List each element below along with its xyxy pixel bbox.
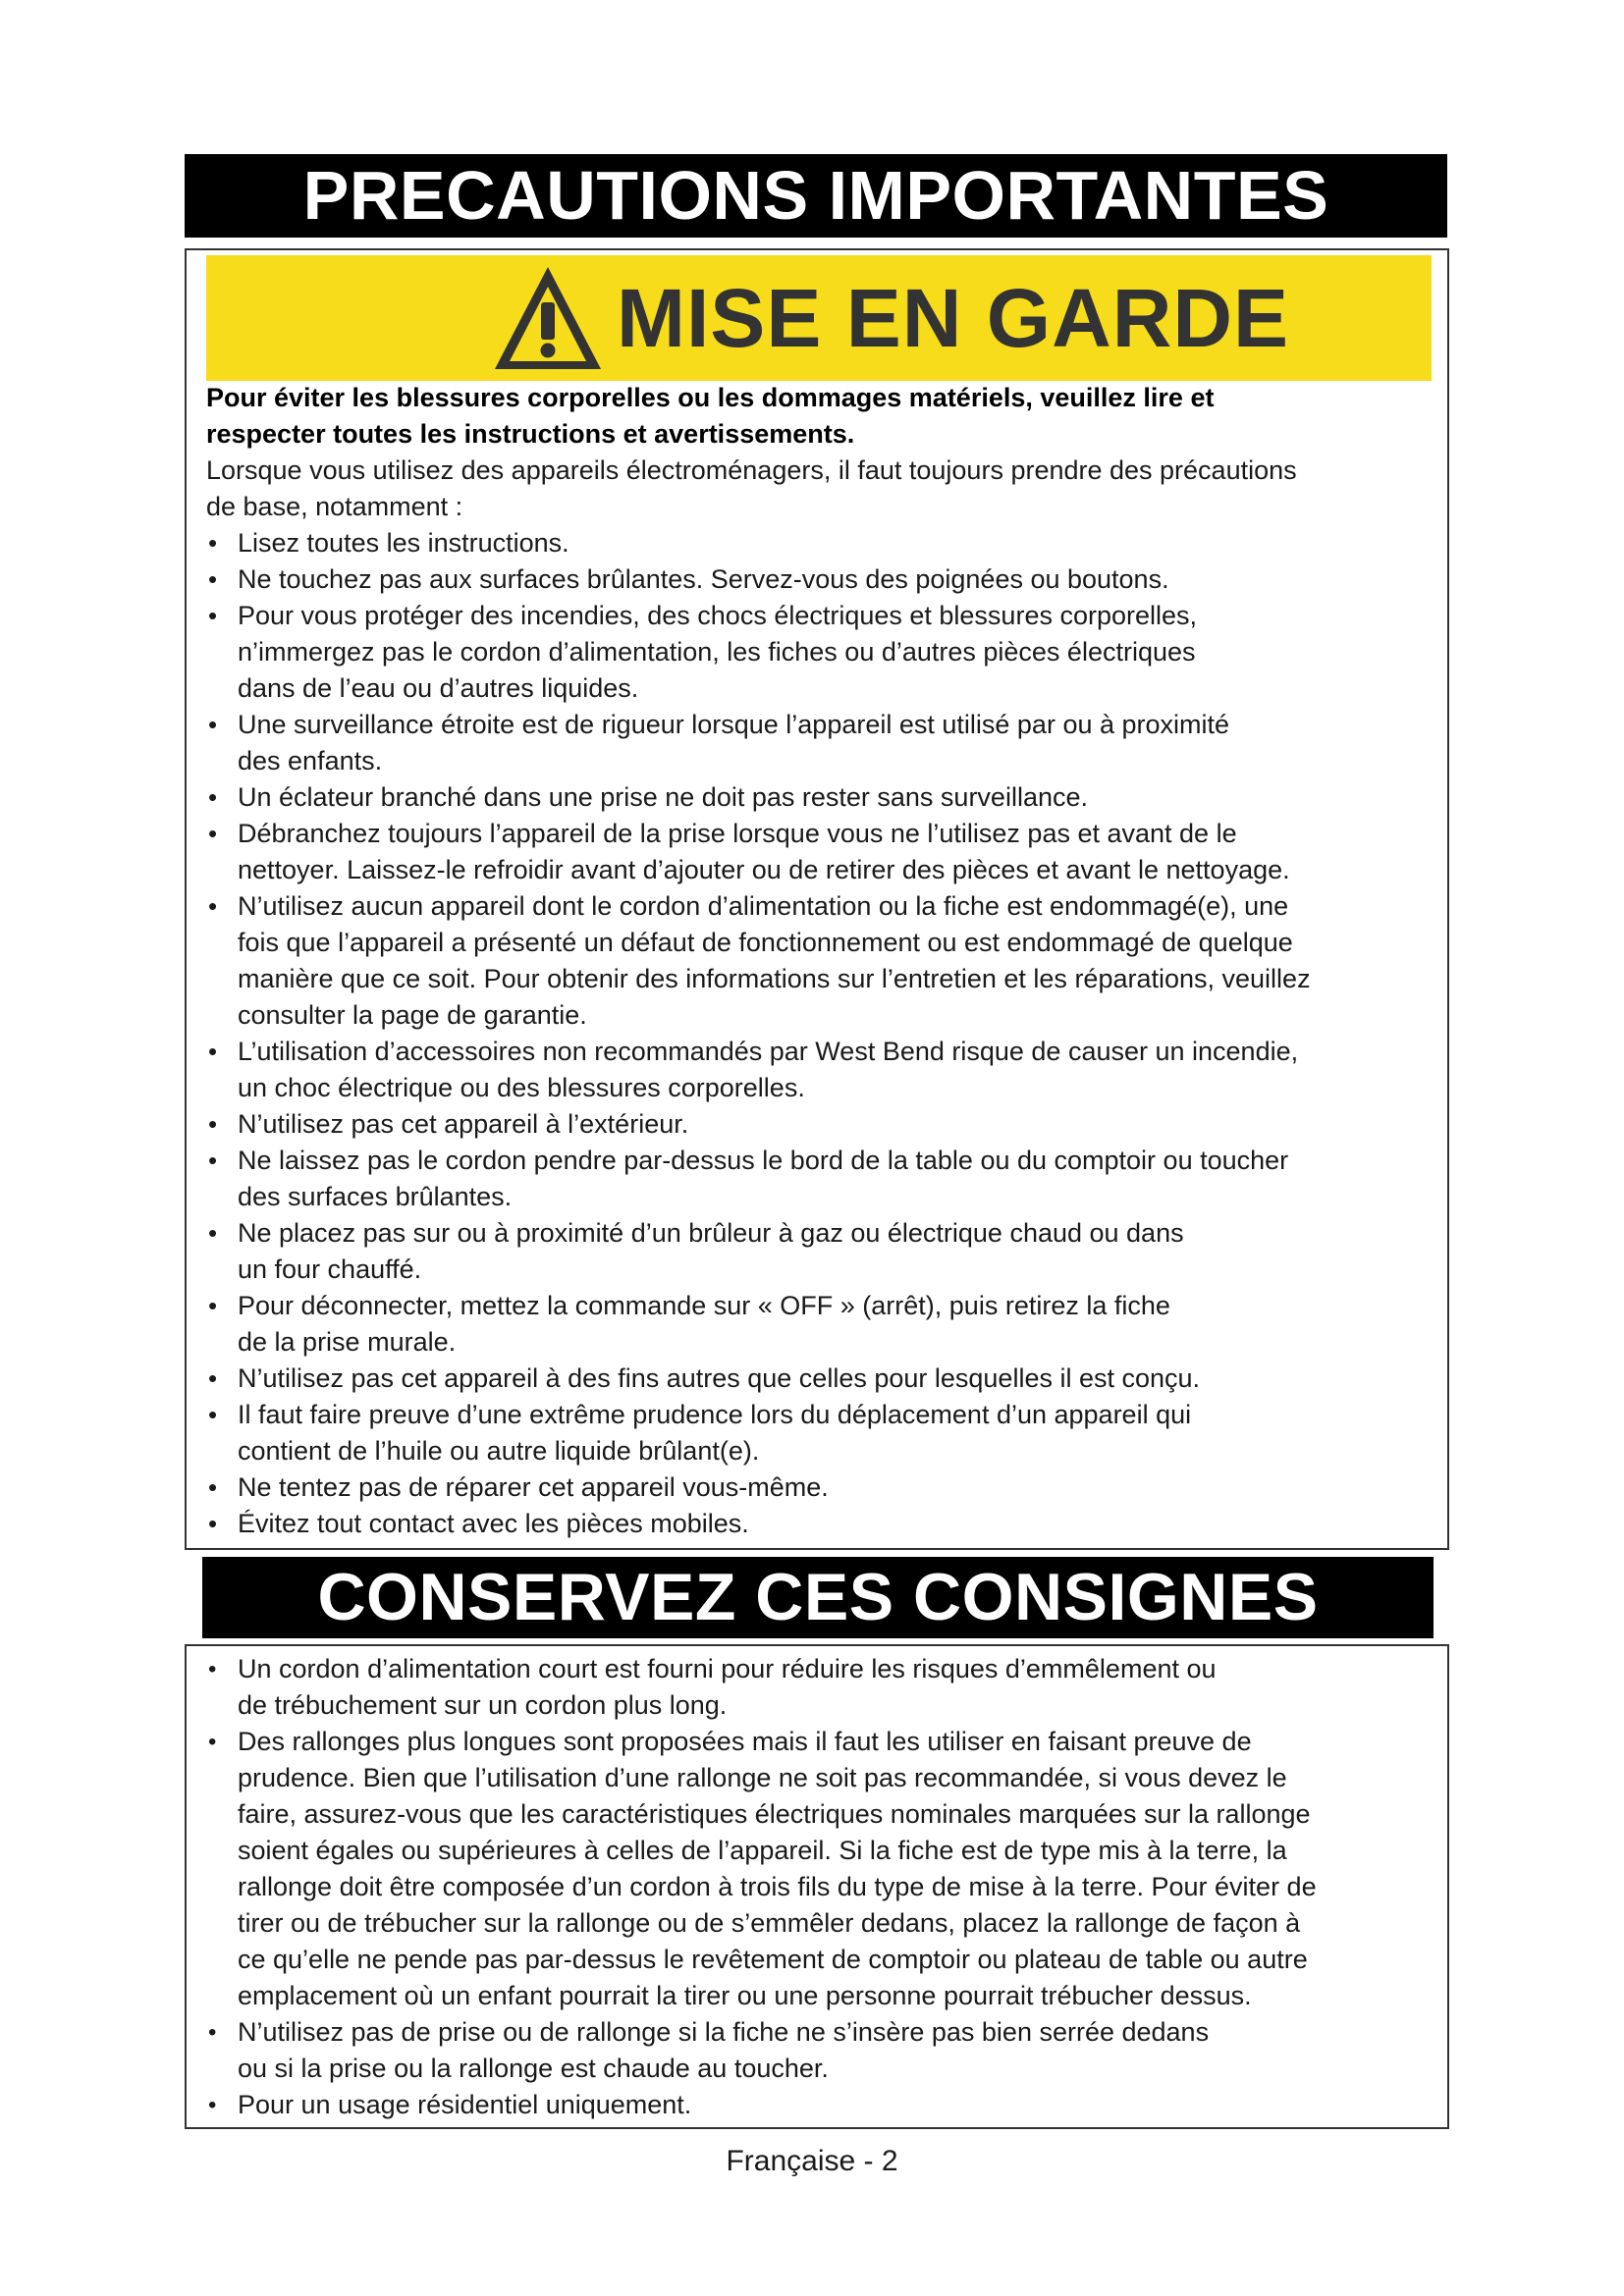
intro-line-2: de base, notamment : [206, 492, 463, 521]
page-title: PRECAUTIONS IMPORTANTES [185, 154, 1447, 238]
precaution-item: • Lisez toutes les instructions. [204, 525, 1311, 561]
precaution-item: • Débranchez toujours l’appareil de la prise lorsque vous ne l’utilisez pas et avant de le nettoyer. Laissez-le refroidir avant d’ajouter ou de retirer des pièces et avant le nettoyage. [204, 816, 1311, 888]
intro-line-1: Lorsque vous utilisez des appareils électroménagers, il faut toujours prendre des précautions [206, 455, 1297, 485]
caution-bar [206, 255, 1432, 381]
cord-note-item: • Un cordon d’alimentation court est fourni pour réduire les risques d’emmêlement ou de trébuchement sur un cordon plus long. [204, 1651, 1317, 1724]
cord-note-item: • N’utilisez pas de prise ou de rallonge si la fiche ne s’insère pas bien serrée dedans ou si la prise ou la rallonge est chaude au toucher. [204, 2014, 1317, 2087]
precaution-item: • L’utilisation d’accessoires non recommandés par West Bend risque de causer un incendie, un choc électrique ou des blessures corporelles. [204, 1034, 1311, 1106]
precaution-item: • N’utilisez pas cet appareil à l’extérieur. [204, 1106, 1311, 1143]
intro-bold-line-1: Pour éviter les blessures corporelles ou les dommages matériels, veuillez lire et [206, 383, 1215, 412]
precaution-item: • Pour vous protéger des incendies, des chocs électriques et blessures corporelles, n’immergez pas le cordon d’alimentation, les fiches ou d’autres pièces électriques dans de l’eau ou d’autres liquides. [204, 598, 1311, 707]
precaution-item: • N’utilisez pas cet appareil à des fins autres que celles pour lesquelles il est conçu. [204, 1361, 1311, 1397]
precaution-item: • N’utilisez aucun appareil dont le cordon d’alimentation ou la fiche est endommagé(e), une fois que l’appareil a présenté un défaut de fonctionnement ou est endommagé de quelque manière que ce soit. Pour obtenir des informations sur l’entretien et les réparations, veuillez consulter la page de garantie. [204, 888, 1311, 1034]
cord-notes-list [204, 1651, 1317, 2123]
precaution-item: • Ne placez pas sur ou à proximité d’un brûleur à gaz ou électrique chaud ou dans un four chauffé. [204, 1215, 1311, 1288]
precaution-item: • Ne laissez pas le cordon pendre par-dessus le bord de la table ou du comptoir ou toucher des surfaces brûlantes. [204, 1143, 1311, 1215]
precaution-item: • Un éclateur branché dans une prise ne doit pas rester sans surveillance. [204, 779, 1311, 816]
precaution-item: • Évitez tout contact avec les pièces mobiles. [204, 1506, 1311, 1542]
precaution-item: • Pour déconnecter, mettez la commande sur « OFF » (arrêt), puis retirez la fiche de la prise murale. [204, 1288, 1311, 1361]
warning-triangle-icon [491, 263, 605, 373]
precaution-item: • Ne touchez pas aux surfaces brûlantes. Servez-vous des poignées ou boutons. [204, 561, 1311, 598]
precaution-item: • Ne tentez pas de réparer cet appareil vous-même. [204, 1469, 1311, 1506]
cord-note-item: • Pour un usage résidentiel uniquement. [204, 2087, 1317, 2123]
caution-label: MISE EN GARDE [617, 272, 1290, 364]
page-number: Française - 2 [726, 2145, 898, 2177]
precaution-item: • Il faut faire preuve d’une extrême prudence lors du déplacement d’un appareil qui contient de l’huile ou autre liquide brûlant(e). [204, 1397, 1311, 1469]
cord-note-item: • Des rallonges plus longues sont proposées mais il faut les utiliser en faisant preuve de prudence. Bien que l’utilisation d’une rallonge ne soit pas recommandée, si vous devez le faire, assurez-vous que les caractéristiques électriques nominales marquées sur la rallonge soient égales ou supérieures à celles de l’appareil. Si la fiche est de type mis à la terre, la rallonge doit être composée d’un cordon à trois fils du type de mise à la terre. Pour éviter de tirer ou de trébucher sur la rallonge ou de s’emmêler dedans, placez la rallonge de façon à ce qu’elle ne pende pas par-dessus le revêtement de comptoir ou plateau de table ou autre emplacement où un enfant pourrait la tirer ou une personne pourrait trébucher dessus. [204, 1724, 1317, 2014]
intro-bold-line-2: respecter toutes les instructions et avertissements. [206, 419, 855, 449]
save-instructions-banner: CONSERVEZ CES CONSIGNES [202, 1557, 1434, 1638]
precautions-list [204, 525, 1311, 1542]
precaution-item: • Une surveillance étroite est de rigueur lorsque l’appareil est utilisé par ou à proximité des enfants. [204, 707, 1311, 779]
